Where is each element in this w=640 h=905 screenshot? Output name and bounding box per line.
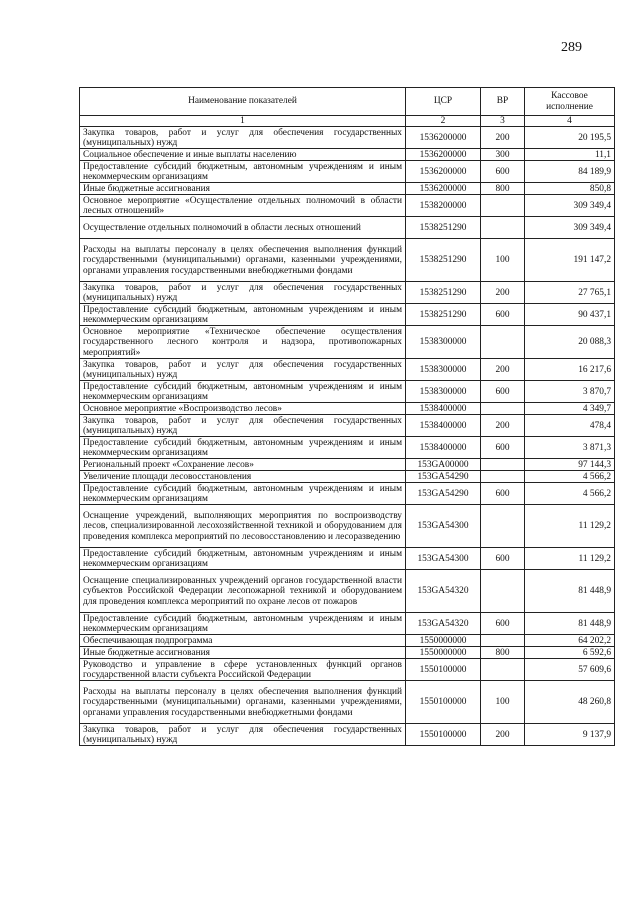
row-amount: 20 088,3 bbox=[525, 326, 615, 359]
row-csr: 1538251290 bbox=[406, 304, 481, 326]
row-name: Закупка товаров, работ и услуг для обеспечения государственных (муниципальных) нужд bbox=[80, 127, 406, 149]
row-vr bbox=[481, 195, 525, 217]
row-vr: 200 bbox=[481, 359, 525, 381]
table-row bbox=[80, 647, 615, 659]
column-number-row bbox=[80, 116, 615, 127]
row-csr: 153GA54290 bbox=[406, 471, 481, 483]
table-row bbox=[80, 149, 615, 161]
row-amount: 191 147,2 bbox=[525, 239, 615, 282]
row-name: Предоставление субсидий бюджетным, автономным учреждениям и иным некоммерческим организациям bbox=[80, 613, 406, 635]
row-csr: 1536200000 bbox=[406, 161, 481, 183]
table-row bbox=[80, 195, 615, 217]
row-csr: 1550100000 bbox=[406, 681, 481, 724]
table-header-row bbox=[80, 88, 615, 116]
row-vr bbox=[481, 570, 525, 613]
row-csr: 1536200000 bbox=[406, 183, 481, 195]
row-csr: 1538400000 bbox=[406, 403, 481, 415]
row-amount: 57 609,6 bbox=[525, 659, 615, 681]
row-csr: 1536200000 bbox=[406, 127, 481, 149]
row-amount: 4 566,2 bbox=[525, 483, 615, 505]
row-vr bbox=[481, 217, 525, 239]
row-name: Оснащение специализированных учреждений органов государственной власти субъектов Российской Федерации лесопожарной техникой и оборудованием для проведения комплекса мероприятий по охране лесов от пожаров bbox=[80, 570, 406, 613]
row-name: Руководство и управление в сфере установленных функций органов государственной власти субъекта Российской Федерации bbox=[80, 659, 406, 681]
row-vr bbox=[481, 659, 525, 681]
row-csr: 153GA54300 bbox=[406, 548, 481, 570]
row-name: Закупка товаров, работ и услуг для обеспечения государственных (муниципальных) нужд bbox=[80, 282, 406, 304]
table-row bbox=[80, 403, 615, 415]
row-csr: 1538400000 bbox=[406, 437, 481, 459]
row-amount: 11 129,2 bbox=[525, 548, 615, 570]
row-vr: 800 bbox=[481, 183, 525, 195]
row-name: Оснащение учреждений, выполняющих мероприятия по воспроизводству лесов, специализированной лесохозяйственной техникой и оборудованием для проведения комплекса мероприятий по лесовосстановлению и лесоразведению bbox=[80, 505, 406, 548]
column-number: 2 bbox=[406, 116, 481, 127]
row-csr: 1538251290 bbox=[406, 282, 481, 304]
row-amount: 3 871,3 bbox=[525, 437, 615, 459]
row-vr: 600 bbox=[481, 381, 525, 403]
table-row bbox=[80, 381, 615, 403]
row-name: Предоставление субсидий бюджетным, автономным учреждениям и иным некоммерческим организациям bbox=[80, 437, 406, 459]
row-vr bbox=[481, 471, 525, 483]
row-name: Осуществление отдельных полномочий в области лесных отношений bbox=[80, 217, 406, 239]
row-name: Предоставление субсидий бюджетным, автономным учреждениям и иным некоммерческим организациям bbox=[80, 483, 406, 505]
row-csr: 1536200000 bbox=[406, 149, 481, 161]
row-name: Закупка товаров, работ и услуг для обеспечения государственных (муниципальных) нужд bbox=[80, 415, 406, 437]
table-row bbox=[80, 681, 615, 724]
row-amount: 850,8 bbox=[525, 183, 615, 195]
row-csr: 1538300000 bbox=[406, 381, 481, 403]
table-row bbox=[80, 415, 615, 437]
row-name: Социальное обеспечение и иные выплаты населению bbox=[80, 149, 406, 161]
column-number: 3 bbox=[481, 116, 525, 127]
column-number: 4 bbox=[525, 116, 615, 127]
row-amount: 11,1 bbox=[525, 149, 615, 161]
table-row bbox=[80, 724, 615, 746]
row-name: Предоставление субсидий бюджетным, автономным учреждениям и иным некоммерческим организациям bbox=[80, 304, 406, 326]
row-name: Обеспечивающая подпрограмма bbox=[80, 635, 406, 647]
row-csr: 1538200000 bbox=[406, 195, 481, 217]
row-csr: 153GA54320 bbox=[406, 613, 481, 635]
table-row bbox=[80, 282, 615, 304]
row-name: Расходы на выплаты персоналу в целях обеспечения выполнения функций государственными (муниципальными) органами, казенными учреждениями, органами управления государственными внебюджетными фондами bbox=[80, 681, 406, 724]
row-amount: 81 448,9 bbox=[525, 570, 615, 613]
row-amount: 84 189,9 bbox=[525, 161, 615, 183]
row-csr: 153GA54290 bbox=[406, 483, 481, 505]
header-name: Наименование показателей bbox=[80, 88, 406, 116]
row-amount: 64 202,2 bbox=[525, 635, 615, 647]
row-csr: 1550100000 bbox=[406, 659, 481, 681]
header-vr: ВР bbox=[481, 88, 525, 116]
row-csr: 1538300000 bbox=[406, 359, 481, 381]
table-row bbox=[80, 217, 615, 239]
row-amount: 4 566,2 bbox=[525, 471, 615, 483]
row-amount: 309 349,4 bbox=[525, 195, 615, 217]
table-row bbox=[80, 304, 615, 326]
row-amount: 90 437,1 bbox=[525, 304, 615, 326]
row-csr: 1550100000 bbox=[406, 724, 481, 746]
row-name: Закупка товаров, работ и услуг для обеспечения государственных (муниципальных) нужд bbox=[80, 359, 406, 381]
row-amount: 48 260,8 bbox=[525, 681, 615, 724]
table-row bbox=[80, 483, 615, 505]
row-amount: 97 144,3 bbox=[525, 459, 615, 471]
row-name: Основное мероприятие «Воспроизводство лесов» bbox=[80, 403, 406, 415]
row-amount: 16 217,6 bbox=[525, 359, 615, 381]
row-vr: 800 bbox=[481, 647, 525, 659]
row-vr: 100 bbox=[481, 239, 525, 282]
page-number: 289 bbox=[561, 40, 582, 55]
row-vr bbox=[481, 403, 525, 415]
row-vr bbox=[481, 459, 525, 471]
row-vr: 600 bbox=[481, 613, 525, 635]
table-row bbox=[80, 471, 615, 483]
row-name: Предоставление субсидий бюджетным, автономным учреждениям и иным некоммерческим организациям bbox=[80, 548, 406, 570]
table-row bbox=[80, 326, 615, 359]
row-csr: 1550000000 bbox=[406, 635, 481, 647]
row-amount: 3 870,7 bbox=[525, 381, 615, 403]
header-amount: Кассовое исполнение bbox=[525, 88, 615, 116]
row-vr: 600 bbox=[481, 437, 525, 459]
row-vr bbox=[481, 505, 525, 548]
table-row bbox=[80, 659, 615, 681]
row-vr bbox=[481, 326, 525, 359]
row-amount: 9 137,9 bbox=[525, 724, 615, 746]
row-vr: 200 bbox=[481, 282, 525, 304]
table-row bbox=[80, 437, 615, 459]
row-vr: 600 bbox=[481, 161, 525, 183]
row-csr: 1538400000 bbox=[406, 415, 481, 437]
row-csr: 153GA00000 bbox=[406, 459, 481, 471]
row-amount: 478,4 bbox=[525, 415, 615, 437]
row-vr: 200 bbox=[481, 724, 525, 746]
table-row bbox=[80, 613, 615, 635]
row-name: Основное мероприятие «Осуществление отдельных полномочий в области лесных отношений» bbox=[80, 195, 406, 217]
row-vr: 600 bbox=[481, 483, 525, 505]
row-vr: 300 bbox=[481, 149, 525, 161]
row-name: Расходы на выплаты персоналу в целях обеспечения выполнения функций государственными (муниципальными) органами, казенными учреждениями, органами управления государственными внебюджетными фондами bbox=[80, 239, 406, 282]
row-name: Увеличение площади лесовосстановления bbox=[80, 471, 406, 483]
table-row bbox=[80, 127, 615, 149]
row-name: Закупка товаров, работ и услуг для обеспечения государственных (муниципальных) нужд bbox=[80, 724, 406, 746]
table-row bbox=[80, 161, 615, 183]
row-name: Предоставление субсидий бюджетным, автономным учреждениям и иным некоммерческим организациям bbox=[80, 161, 406, 183]
table-row bbox=[80, 459, 615, 471]
row-csr: 153GA54300 bbox=[406, 505, 481, 548]
table-row bbox=[80, 359, 615, 381]
row-amount: 27 765,1 bbox=[525, 282, 615, 304]
column-number: 1 bbox=[80, 116, 406, 127]
table-row bbox=[80, 505, 615, 548]
row-vr: 100 bbox=[481, 681, 525, 724]
row-csr: 1538300000 bbox=[406, 326, 481, 359]
row-vr: 600 bbox=[481, 304, 525, 326]
row-csr: 1550000000 bbox=[406, 647, 481, 659]
row-name: Основное мероприятие «Техническое обеспечение осуществления государственного лесного контроля и надзора, противопожарных мероприятий» bbox=[80, 326, 406, 359]
row-csr: 1538251290 bbox=[406, 239, 481, 282]
row-vr: 200 bbox=[481, 127, 525, 149]
row-amount: 11 129,2 bbox=[525, 505, 615, 548]
row-amount: 309 349,4 bbox=[525, 217, 615, 239]
header-csr: ЦСР bbox=[406, 88, 481, 116]
row-name: Иные бюджетные ассигнования bbox=[80, 183, 406, 195]
row-csr: 153GA54320 bbox=[406, 570, 481, 613]
table-row bbox=[80, 570, 615, 613]
row-amount: 6 592,6 bbox=[525, 647, 615, 659]
row-vr: 600 bbox=[481, 548, 525, 570]
row-name: Региональный проект «Сохранение лесов» bbox=[80, 459, 406, 471]
row-amount: 4 349,7 bbox=[525, 403, 615, 415]
row-amount: 20 195,5 bbox=[525, 127, 615, 149]
table-row bbox=[80, 548, 615, 570]
table-row bbox=[80, 183, 615, 195]
budget-execution-table bbox=[79, 87, 615, 746]
row-name: Предоставление субсидий бюджетным, автономным учреждениям и иным некоммерческим организациям bbox=[80, 381, 406, 403]
row-csr: 1538251290 bbox=[406, 217, 481, 239]
table-row bbox=[80, 635, 615, 647]
row-vr bbox=[481, 635, 525, 647]
row-name: Иные бюджетные ассигнования bbox=[80, 647, 406, 659]
table-row bbox=[80, 239, 615, 282]
row-vr: 200 bbox=[481, 415, 525, 437]
row-amount: 81 448,9 bbox=[525, 613, 615, 635]
